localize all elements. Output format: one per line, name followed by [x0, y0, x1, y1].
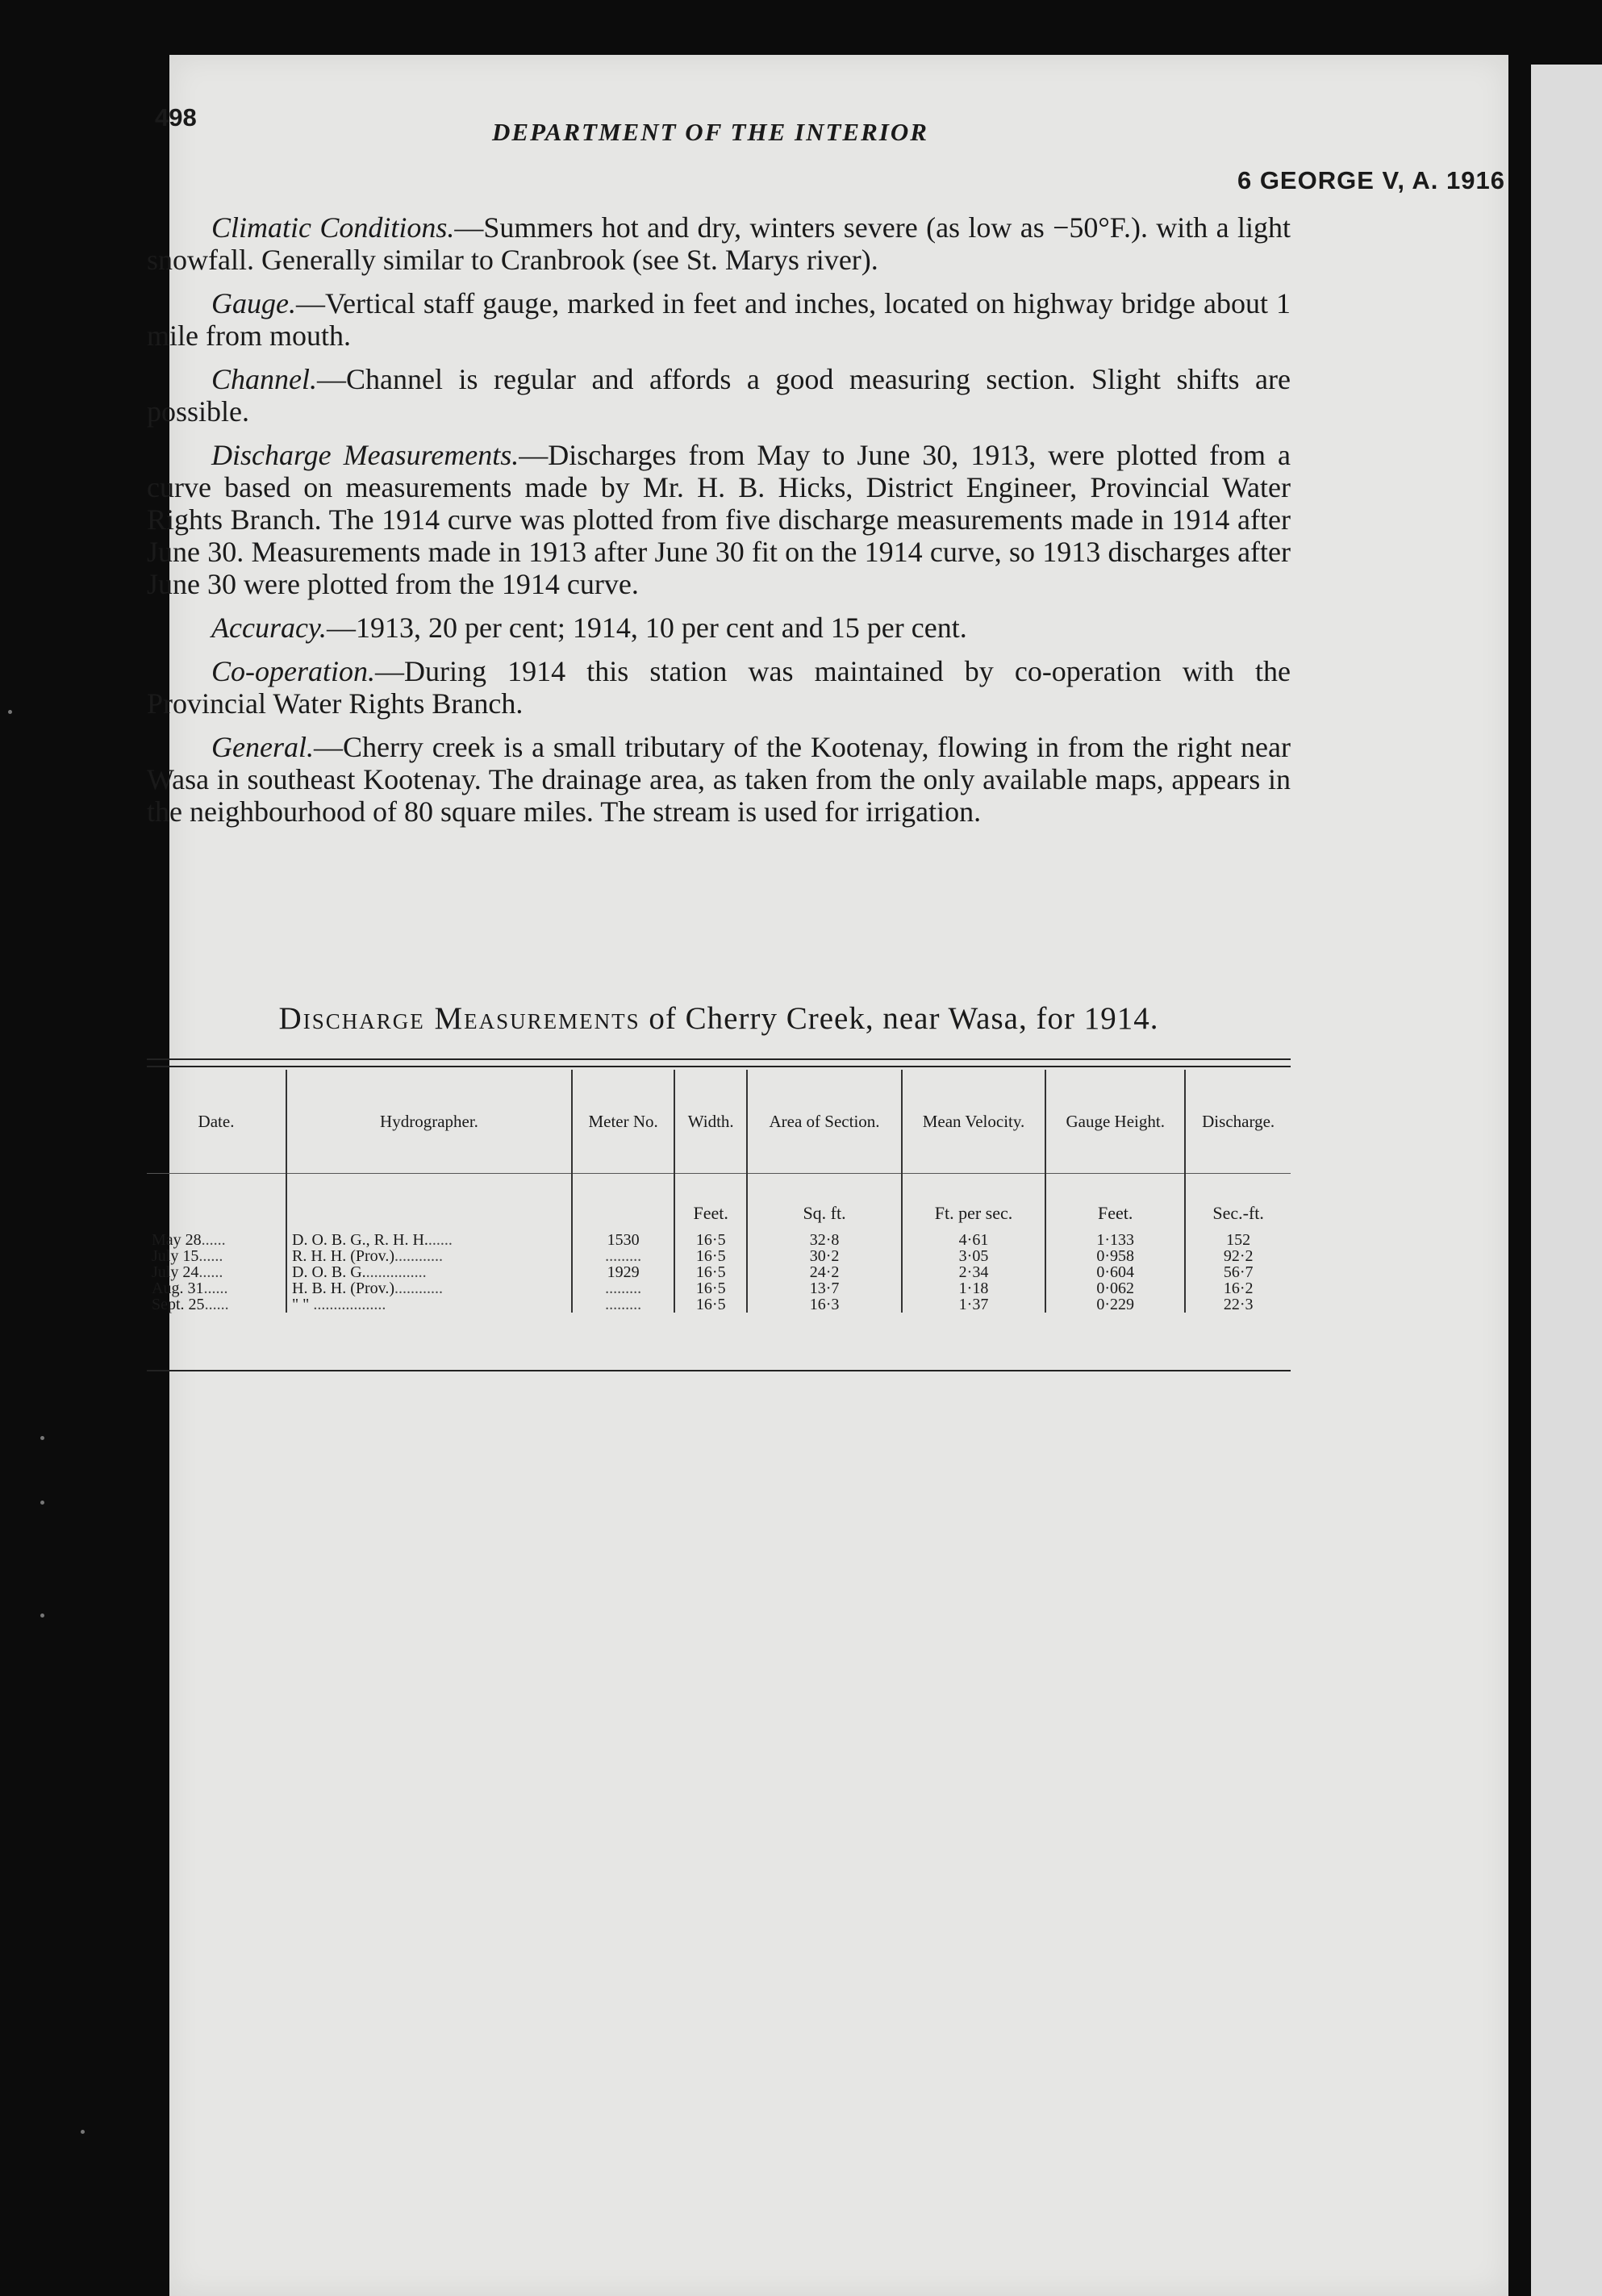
cell-width: 16·5: [674, 1248, 747, 1264]
header-meter-no: Meter No.: [572, 1070, 674, 1174]
page-number: 498: [155, 103, 197, 131]
cell-hydrographer: H. B. H. (Prov.)............: [286, 1280, 572, 1296]
cell-discharge: 152: [1185, 1232, 1291, 1248]
speck: [40, 1436, 44, 1440]
scan-margin-specks: [8, 0, 32, 2296]
cell-area: 16·3: [747, 1296, 902, 1313]
paragraph-general: General.—Cherry creek is a small tributary of the Kootenay, flowing in from the right near Wasa in southeast Kootenay. The drainage area, as taken from the only available maps, appears in the neighbourhood of 80 square miles. The stream is used for irrigation.: [147, 731, 1291, 828]
speck: [81, 2130, 85, 2134]
unit-width: Feet.: [674, 1174, 747, 1233]
cell-date: Aug. 31......: [152, 1279, 228, 1297]
cell-discharge: 92·2: [1185, 1248, 1291, 1264]
speck: [8, 710, 12, 714]
cell-date: Sept. 25......: [152, 1296, 229, 1313]
table-row: [147, 1296, 1291, 1313]
paragraph-accuracy: Accuracy.—1913, 20 per cent; 1914, 10 per cent and 15 per cent.: [211, 612, 967, 644]
paragraph-channel: Channel.—Channel is regular and affords a good measuring section. Slight shifts are possible.: [147, 363, 1291, 428]
running-head: DEPARTMENT OF THE INTERIOR: [492, 118, 928, 146]
paragraph-cooperation: Co-operation.—During 1914 this station was maintained by co-operation with the Provincial Water Rights Branch.: [147, 655, 1291, 720]
cell-meter: 1929: [572, 1264, 674, 1280]
session-heading: 6 GEORGE V, A. 1916: [1237, 166, 1505, 194]
table-header-row: [147, 1070, 1291, 1174]
cell-discharge: 16·2: [1185, 1280, 1291, 1296]
cell-width: 16·5: [674, 1296, 747, 1313]
cell-velocity: 1·37: [902, 1296, 1045, 1313]
cell-width: 16·5: [674, 1280, 747, 1296]
cell-date: July 15......: [152, 1247, 223, 1265]
cell-meter: 1530: [572, 1232, 674, 1248]
table-title: Discharge Measurements of Cherry Creek, near Wasa, for 1914.: [278, 1001, 1159, 1036]
header-discharge: Discharge.: [1185, 1070, 1291, 1174]
cell-hydrographer: D. O. B. G., R. H. H.......: [286, 1232, 572, 1248]
table-row: [147, 1232, 1291, 1248]
cell-area: 30·2: [747, 1248, 902, 1264]
cell-date: May 28......: [152, 1231, 226, 1249]
cell-discharge: 22·3: [1185, 1296, 1291, 1313]
adjacent-page-edge: [1531, 65, 1602, 2296]
unit-discharge: Sec.-ft.: [1185, 1174, 1291, 1233]
header-width: Width.: [674, 1070, 747, 1174]
cell-gauge: 0·229: [1045, 1296, 1185, 1313]
paragraph-climatic: Climatic Conditions.—Summers hot and dry, winters severe (as low as −50°F.). with a light snowfall. Generally similar to Cranbrook (see St. Marys river).: [147, 211, 1291, 276]
cell-gauge: 0·958: [1045, 1248, 1185, 1264]
cell-discharge: 56·7: [1185, 1264, 1291, 1280]
cell-meter: .........: [572, 1248, 674, 1264]
cell-meter: .........: [572, 1296, 674, 1313]
unit-area: Sq. ft.: [747, 1174, 902, 1233]
cell-meter: .........: [572, 1280, 674, 1296]
table-row: [147, 1280, 1291, 1296]
header-hydrographer: Hydrographer.: [286, 1070, 572, 1174]
cell-gauge: 0·062: [1045, 1280, 1185, 1296]
cell-velocity: 4·61: [902, 1232, 1045, 1248]
table-units-row: [147, 1174, 1291, 1233]
cell-hydrographer: D. O. B. G................: [286, 1264, 572, 1280]
cell-gauge: 0·604: [1045, 1264, 1185, 1280]
unit-date: [147, 1174, 286, 1233]
paragraph-gauge: Gauge.—Vertical staff gauge, marked in feet and inches, located on highway bridge about 1 mile from mouth.: [147, 287, 1291, 352]
unit-hydrographer: [286, 1174, 572, 1233]
unit-meter: [572, 1174, 674, 1233]
unit-gauge: Feet.: [1045, 1174, 1185, 1233]
cell-hydrographer: R. H. H. (Prov.)............: [286, 1248, 572, 1264]
table-row: [147, 1248, 1291, 1264]
speck: [40, 1501, 44, 1505]
paragraph-discharge-measurements: Discharge Measurements.—Discharges from May to June 30, 1913, were plotted from a curve based on measurements made by Mr. H. B. Hicks, District Engineer, Provincial Water Rights Branch. The 1914 curve was plotted from five discharge measurements made in 1914 after June 30. Measurements made in 1913 after June 30 fit on the 1914 curve, so 1913 discharges after June 30 were plotted from the 1914 curve.: [147, 439, 1291, 600]
cell-area: 13·7: [747, 1280, 902, 1296]
cell-date: July 24......: [152, 1263, 223, 1281]
body-text: [147, 211, 1291, 839]
cell-velocity: 3·05: [902, 1248, 1045, 1264]
header-area: Area of Section.: [747, 1070, 902, 1174]
cell-velocity: 2·34: [902, 1264, 1045, 1280]
header-velocity: Mean Velocity.: [902, 1070, 1045, 1174]
speck: [40, 1613, 44, 1618]
unit-velocity: Ft. per sec.: [902, 1174, 1045, 1233]
table-row: [147, 1264, 1291, 1280]
discharge-table: [147, 1070, 1291, 1313]
header-gauge-height: Gauge Height.: [1045, 1070, 1185, 1174]
header-date: Date.: [147, 1070, 286, 1174]
cell-area: 32·8: [747, 1232, 902, 1248]
table-bottom-rule: [147, 1370, 1291, 1371]
cell-hydrographer: " " ..................: [286, 1296, 572, 1313]
cell-width: 16·5: [674, 1232, 747, 1248]
cell-velocity: 1·18: [902, 1280, 1045, 1296]
cell-area: 24·2: [747, 1264, 902, 1280]
cell-gauge: 1·133: [1045, 1232, 1185, 1248]
table-top-rule: [147, 1058, 1291, 1067]
cell-width: 16·5: [674, 1264, 747, 1280]
